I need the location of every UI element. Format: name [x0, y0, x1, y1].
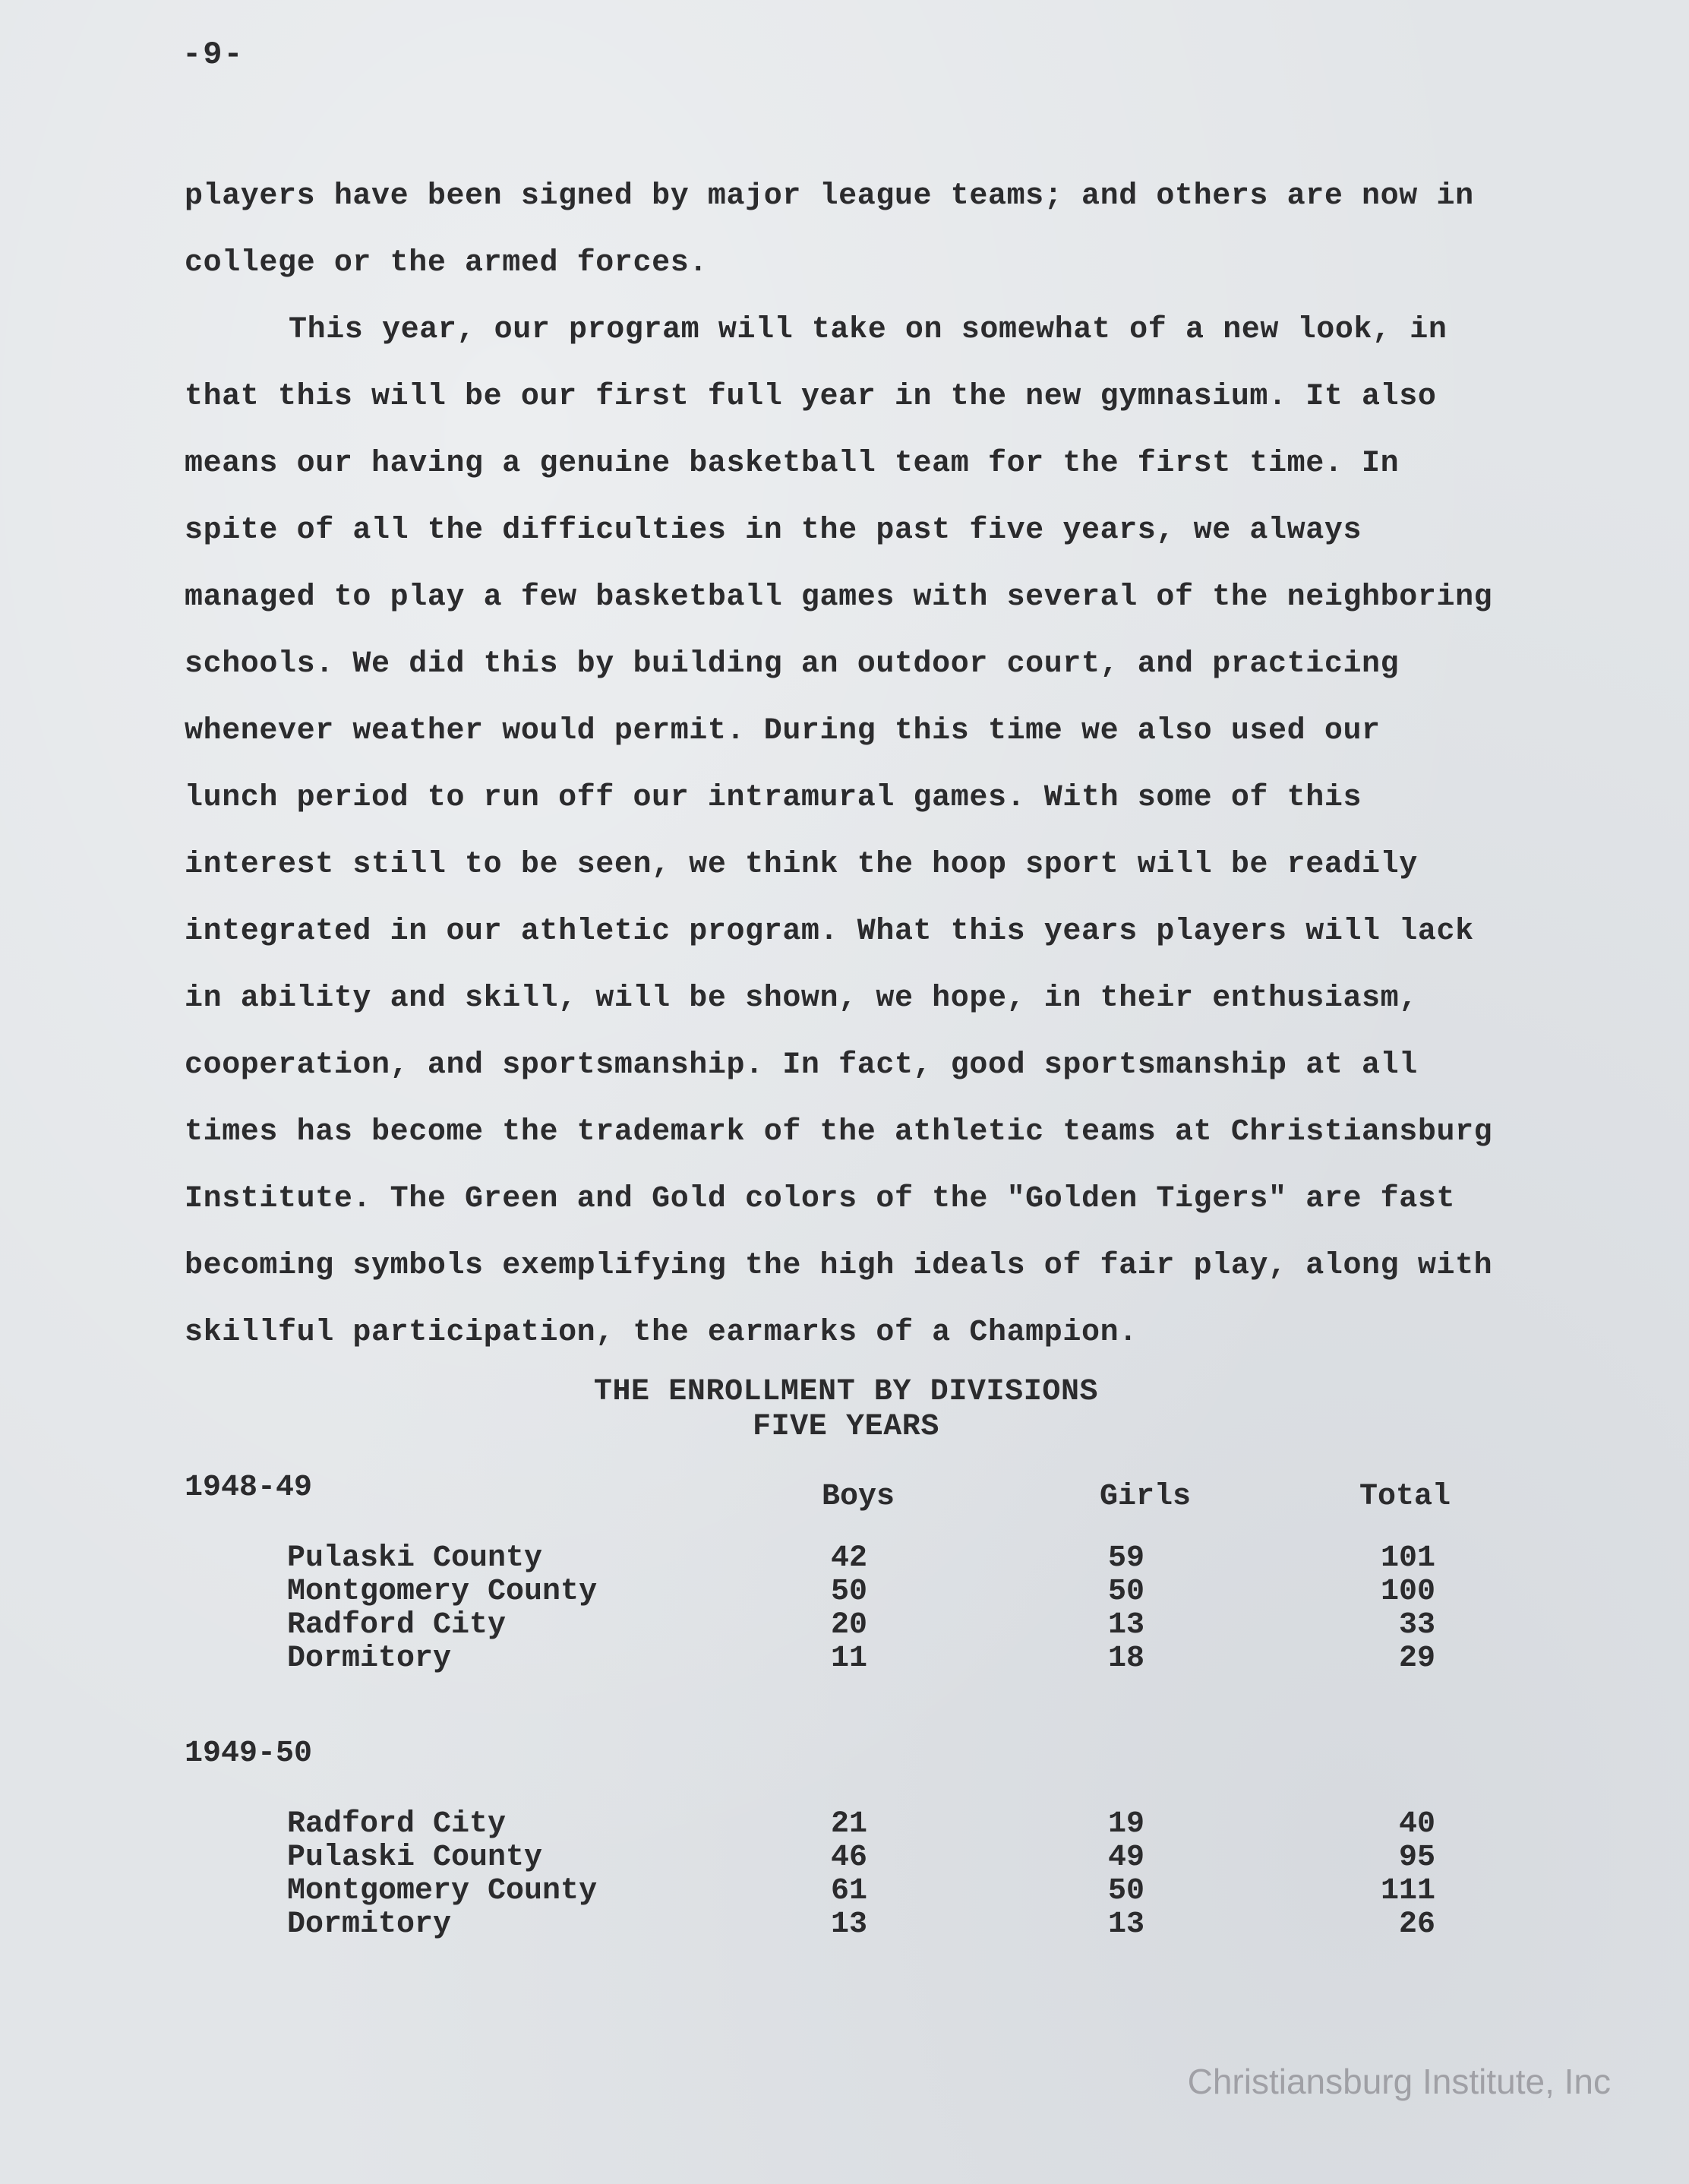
table-title: THE ENROLLMENT BY DIVISIONS — [593, 1375, 1099, 1409]
row-division: Montgomery County — [287, 1575, 598, 1609]
row-division: Dormitory — [287, 1907, 452, 1942]
row-division: Dormitory — [287, 1642, 452, 1676]
body-line: becoming symbols exemplifying the high ideals of fair play, along with — [185, 1249, 1493, 1283]
body-line: schools. We did this by building an outdoor court, and practicing — [185, 647, 1400, 681]
row-girls: 19 — [1107, 1807, 1144, 1841]
body-line: This year, our program will take on somewhat of a new look, in — [289, 313, 1447, 347]
row-total: 101 — [1380, 1541, 1435, 1576]
row-division: Montgomery County — [287, 1874, 598, 1908]
row-division: Pulaski County — [287, 1841, 543, 1875]
row-boys: 50 — [830, 1575, 867, 1609]
row-total: 26 — [1398, 1907, 1435, 1942]
column-header-total: Total — [1359, 1480, 1451, 1514]
body-text — [185, 163, 1582, 1367]
row-boys: 46 — [830, 1841, 867, 1875]
body-line: interest still to be seen, we think the hoop sport will be readily — [185, 848, 1418, 882]
body-line: times has become the trademark of the athletic teams at Christiansburg — [185, 1115, 1493, 1149]
body-line: in ability and skill, will be shown, we hope, in their enthusiasm, — [185, 981, 1418, 1016]
table-row — [287, 1908, 1502, 1942]
year-label: 1948-49 — [185, 1471, 313, 1505]
row-total: 95 — [1398, 1841, 1435, 1875]
body-line: lunch period to run off our intramural games. With some of this — [185, 781, 1362, 815]
table-row — [287, 1542, 1502, 1576]
row-girls: 59 — [1107, 1541, 1144, 1576]
body-line: college or the armed forces. — [185, 246, 708, 280]
row-total: 33 — [1398, 1608, 1435, 1642]
row-girls: 50 — [1107, 1575, 1144, 1609]
body-line: skillful participation, the earmarks of a Champion. — [185, 1316, 1138, 1350]
row-boys: 13 — [830, 1907, 867, 1942]
table-row — [287, 1609, 1502, 1642]
row-boys: 21 — [830, 1807, 867, 1841]
row-division: Pulaski County — [287, 1541, 543, 1576]
body-line: integrated in our athletic program. What this years players will lack — [185, 915, 1474, 949]
column-header-girls: Girls — [1100, 1480, 1192, 1514]
table-subtitle: FIVE YEARS — [752, 1410, 940, 1444]
body-line: Institute. The Green and Gold colors of the "Golden Tigers" are fast — [185, 1182, 1456, 1216]
row-boys: 61 — [830, 1874, 867, 1908]
body-line: whenever weather would permit. During this time we also used our — [185, 714, 1381, 748]
row-girls: 13 — [1107, 1608, 1144, 1642]
column-header-boys: Boys — [822, 1480, 895, 1514]
table-row — [287, 1841, 1502, 1875]
page-number: -9- — [182, 36, 245, 73]
row-division: Radford City — [287, 1807, 507, 1841]
table-row — [287, 1642, 1502, 1676]
table-row — [287, 1576, 1502, 1609]
row-girls: 50 — [1107, 1874, 1144, 1908]
body-line: managed to play a few basketball games with several of the neighboring — [185, 580, 1493, 615]
row-division: Radford City — [287, 1608, 507, 1642]
body-line: spite of all the difficulties in the past five years, we always — [185, 514, 1362, 548]
row-total: 111 — [1380, 1874, 1435, 1908]
row-total: 40 — [1398, 1807, 1435, 1841]
body-line: that this will be our first full year in the new gymnasium. It also — [185, 380, 1437, 414]
body-line: cooperation, and sportsmanship. In fact, good sportsmanship at all — [185, 1048, 1418, 1083]
body-line: players have been signed by major league teams; and others are now in — [185, 179, 1474, 213]
table-row — [287, 1808, 1502, 1841]
body-line: means our having a genuine basketball team for the first time. In — [185, 447, 1400, 481]
row-boys: 42 — [830, 1541, 867, 1576]
row-girls: 49 — [1107, 1841, 1144, 1875]
table-row — [287, 1875, 1502, 1908]
year-label: 1949-50 — [185, 1737, 313, 1771]
row-total: 100 — [1380, 1575, 1435, 1609]
row-boys: 11 — [830, 1642, 867, 1676]
row-girls: 18 — [1107, 1642, 1144, 1676]
row-girls: 13 — [1107, 1907, 1144, 1942]
row-boys: 20 — [830, 1608, 867, 1642]
watermark: Christiansburg Institute, Inc — [1187, 2062, 1611, 2101]
row-total: 29 — [1398, 1642, 1435, 1676]
